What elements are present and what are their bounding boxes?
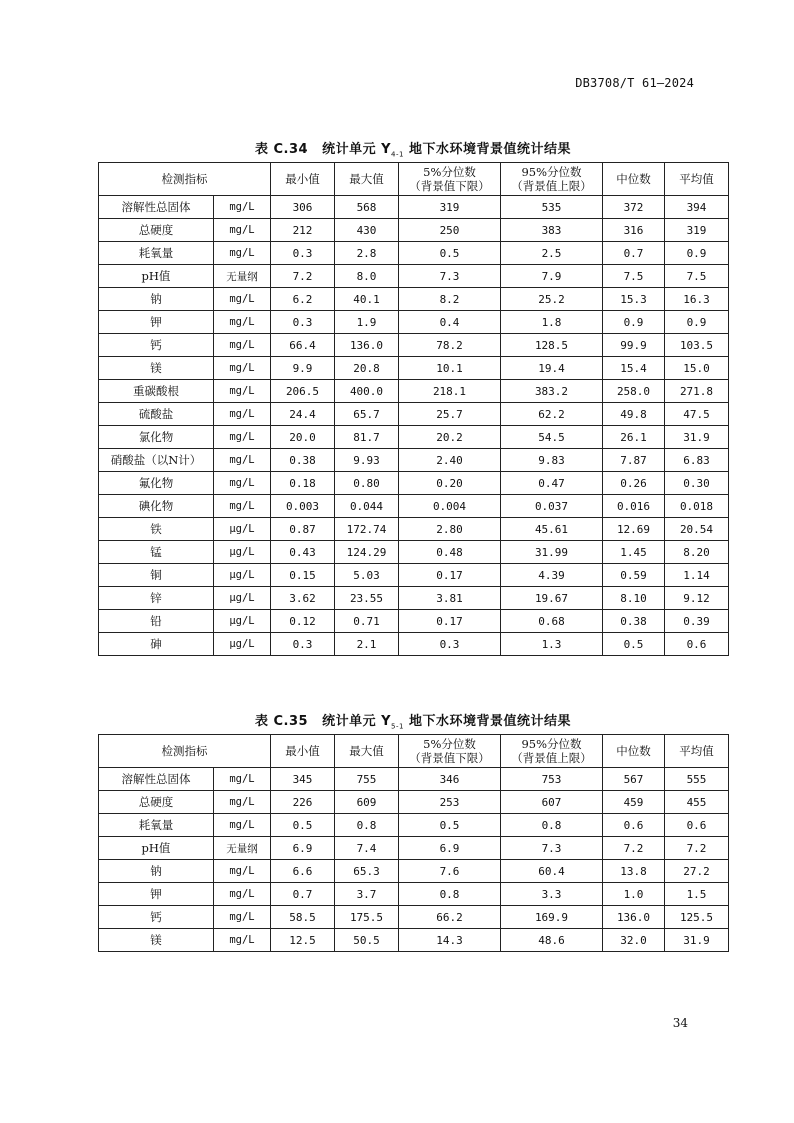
max-cell: 81.7	[335, 426, 399, 449]
table-row	[99, 633, 729, 656]
header-mean: 平均值	[665, 163, 729, 196]
mean-cell: 1.5	[665, 883, 729, 906]
unit-cell: 无量纲	[214, 265, 271, 288]
unit-cell: mg/L	[214, 768, 271, 791]
header-indicator: 检测指标	[99, 163, 271, 196]
max-cell: 400.0	[335, 380, 399, 403]
p95-cell: 0.8	[501, 814, 603, 837]
p5-cell: 78.2	[399, 334, 501, 357]
indicator-cell: 砷	[99, 633, 214, 656]
indicator-cell: 氯化物	[99, 426, 214, 449]
mean-cell: 27.2	[665, 860, 729, 883]
table-row	[99, 929, 729, 952]
min-cell: 6.9	[271, 837, 335, 860]
median-cell: 12.69	[603, 518, 665, 541]
max-cell: 124.29	[335, 541, 399, 564]
p5-cell: 2.80	[399, 518, 501, 541]
max-cell: 609	[335, 791, 399, 814]
table-row	[99, 196, 729, 219]
median-cell: 258.0	[603, 380, 665, 403]
unit-cell: mg/L	[214, 242, 271, 265]
header-p5-line1: 5%分位数	[423, 737, 476, 751]
median-cell: 0.5	[603, 633, 665, 656]
unit-cell: mg/L	[214, 449, 271, 472]
table-row	[99, 288, 729, 311]
table-row	[99, 610, 729, 633]
min-cell: 66.4	[271, 334, 335, 357]
median-cell: 0.7	[603, 242, 665, 265]
unit-cell: mg/L	[214, 472, 271, 495]
max-cell: 568	[335, 196, 399, 219]
page-number: 34	[672, 1016, 688, 1030]
unit-cell: 无量纲	[214, 837, 271, 860]
p95-cell: 2.5	[501, 242, 603, 265]
p5-cell: 218.1	[399, 380, 501, 403]
table-row	[99, 541, 729, 564]
mean-cell: 0.9	[665, 242, 729, 265]
min-cell: 306	[271, 196, 335, 219]
unit-cell: mg/L	[214, 495, 271, 518]
header-p5-line1: 5%分位数	[423, 165, 476, 179]
p95-cell: 31.99	[501, 541, 603, 564]
p95-cell: 9.83	[501, 449, 603, 472]
min-cell: 0.38	[271, 449, 335, 472]
table-row	[99, 883, 729, 906]
median-cell: 0.016	[603, 495, 665, 518]
header-p95-line1: 95%分位数	[521, 165, 582, 179]
unit-cell: μg/L	[214, 564, 271, 587]
table-row	[99, 906, 729, 929]
median-cell: 372	[603, 196, 665, 219]
p95-cell: 7.3	[501, 837, 603, 860]
table-row	[99, 403, 729, 426]
median-cell: 0.9	[603, 311, 665, 334]
header-max: 最大值	[335, 735, 399, 768]
p5-cell: 14.3	[399, 929, 501, 952]
mean-cell: 0.9	[665, 311, 729, 334]
table-caption: 地下水环境背景值统计结果	[409, 142, 572, 157]
unit-cell: μg/L	[214, 633, 271, 656]
min-cell: 6.6	[271, 860, 335, 883]
table-row	[99, 311, 729, 334]
table-row	[99, 814, 729, 837]
unit-cell: μg/L	[214, 610, 271, 633]
min-cell: 20.0	[271, 426, 335, 449]
p95-cell: 4.39	[501, 564, 603, 587]
p5-cell: 6.9	[399, 837, 501, 860]
table-title-c35	[98, 710, 728, 731]
table-row	[99, 265, 729, 288]
table-row	[99, 357, 729, 380]
indicator-cell: 钾	[99, 883, 214, 906]
median-cell: 136.0	[603, 906, 665, 929]
p5-cell: 0.3	[399, 633, 501, 656]
max-cell: 50.5	[335, 929, 399, 952]
p5-cell: 346	[399, 768, 501, 791]
mean-cell: 125.5	[665, 906, 729, 929]
median-cell: 0.38	[603, 610, 665, 633]
min-cell: 0.3	[271, 311, 335, 334]
table-number: 表 C.34	[254, 142, 309, 157]
table-row	[99, 564, 729, 587]
p5-cell: 7.6	[399, 860, 501, 883]
max-cell: 175.5	[335, 906, 399, 929]
median-cell: 0.59	[603, 564, 665, 587]
p5-cell: 0.17	[399, 610, 501, 633]
unit-cell: μg/L	[214, 541, 271, 564]
min-cell: 0.7	[271, 883, 335, 906]
mean-cell: 15.0	[665, 357, 729, 380]
p95-cell: 128.5	[501, 334, 603, 357]
max-cell: 136.0	[335, 334, 399, 357]
p95-cell: 19.4	[501, 357, 603, 380]
indicator-cell: 锌	[99, 587, 214, 610]
p5-cell: 8.2	[399, 288, 501, 311]
min-cell: 3.62	[271, 587, 335, 610]
header-p95	[501, 163, 603, 196]
unit-cell: μg/L	[214, 587, 271, 610]
unit-cell: mg/L	[214, 860, 271, 883]
header-mean: 平均值	[665, 735, 729, 768]
min-cell: 206.5	[271, 380, 335, 403]
median-cell: 15.4	[603, 357, 665, 380]
unit-cell: mg/L	[214, 219, 271, 242]
indicator-cell: 钾	[99, 311, 214, 334]
p95-cell: 535	[501, 196, 603, 219]
p5-cell: 0.5	[399, 242, 501, 265]
median-cell: 0.26	[603, 472, 665, 495]
indicator-cell: 钠	[99, 288, 214, 311]
mean-cell: 1.14	[665, 564, 729, 587]
min-cell: 0.18	[271, 472, 335, 495]
table-row	[99, 426, 729, 449]
table-row	[99, 472, 729, 495]
unit-cell: mg/L	[214, 791, 271, 814]
median-cell: 567	[603, 768, 665, 791]
unit-cell: mg/L	[214, 334, 271, 357]
mean-cell: 31.9	[665, 426, 729, 449]
p95-cell: 1.3	[501, 633, 603, 656]
p5-cell: 66.2	[399, 906, 501, 929]
max-cell: 755	[335, 768, 399, 791]
median-cell: 7.5	[603, 265, 665, 288]
p95-cell: 753	[501, 768, 603, 791]
table-row	[99, 380, 729, 403]
header-median: 中位数	[603, 163, 665, 196]
table-row	[99, 791, 729, 814]
p95-cell: 169.9	[501, 906, 603, 929]
min-cell: 0.12	[271, 610, 335, 633]
min-cell: 0.5	[271, 814, 335, 837]
median-cell: 32.0	[603, 929, 665, 952]
mean-cell: 0.30	[665, 472, 729, 495]
header-p95	[501, 735, 603, 768]
min-cell: 6.2	[271, 288, 335, 311]
p5-cell: 20.2	[399, 426, 501, 449]
min-cell: 0.43	[271, 541, 335, 564]
p5-cell: 0.8	[399, 883, 501, 906]
min-cell: 0.15	[271, 564, 335, 587]
header-p5	[399, 163, 501, 196]
max-cell: 20.8	[335, 357, 399, 380]
min-cell: 9.9	[271, 357, 335, 380]
p95-cell: 25.2	[501, 288, 603, 311]
p95-cell: 0.68	[501, 610, 603, 633]
max-cell: 65.7	[335, 403, 399, 426]
header-min: 最小值	[271, 163, 335, 196]
indicator-cell: 耗氧量	[99, 242, 214, 265]
table-unit-subscript: 4-1	[391, 150, 404, 159]
p5-cell: 3.81	[399, 587, 501, 610]
mean-cell: 9.12	[665, 587, 729, 610]
max-cell: 23.55	[335, 587, 399, 610]
max-cell: 0.8	[335, 814, 399, 837]
header-p5-line2: （背景值下限）	[409, 751, 490, 765]
median-cell: 7.87	[603, 449, 665, 472]
max-cell: 2.1	[335, 633, 399, 656]
min-cell: 58.5	[271, 906, 335, 929]
max-cell: 7.4	[335, 837, 399, 860]
max-cell: 0.71	[335, 610, 399, 633]
mean-cell: 7.5	[665, 265, 729, 288]
p95-cell: 48.6	[501, 929, 603, 952]
max-cell: 3.7	[335, 883, 399, 906]
table-unit-label: 统计单元 Y	[322, 714, 392, 729]
table-row	[99, 768, 729, 791]
p5-cell: 0.17	[399, 564, 501, 587]
indicator-cell: 硫酸盐	[99, 403, 214, 426]
indicator-cell: 总硬度	[99, 219, 214, 242]
median-cell: 1.0	[603, 883, 665, 906]
unit-cell: mg/L	[214, 196, 271, 219]
header-p5	[399, 735, 501, 768]
p5-cell: 319	[399, 196, 501, 219]
p95-cell: 54.5	[501, 426, 603, 449]
header-p95-line2: （背景值上限）	[511, 179, 592, 193]
mean-cell: 0.39	[665, 610, 729, 633]
mean-cell: 8.20	[665, 541, 729, 564]
min-cell: 226	[271, 791, 335, 814]
table-row	[99, 860, 729, 883]
stats-table-c35	[98, 734, 729, 952]
indicator-cell: 溶解性总固体	[99, 196, 214, 219]
stats-table-c34	[98, 162, 729, 656]
p95-cell: 45.61	[501, 518, 603, 541]
unit-cell: mg/L	[214, 380, 271, 403]
indicator-cell: 镁	[99, 929, 214, 952]
indicator-cell: 总硬度	[99, 791, 214, 814]
min-cell: 345	[271, 768, 335, 791]
unit-cell: μg/L	[214, 518, 271, 541]
table-row	[99, 518, 729, 541]
p5-cell: 0.004	[399, 495, 501, 518]
header-min: 最小值	[271, 735, 335, 768]
p95-cell: 62.2	[501, 403, 603, 426]
table-row	[99, 449, 729, 472]
indicator-cell: 碘化物	[99, 495, 214, 518]
indicator-cell: 钙	[99, 334, 214, 357]
mean-cell: 394	[665, 196, 729, 219]
table-row	[99, 587, 729, 610]
median-cell: 7.2	[603, 837, 665, 860]
header-p5-line2: （背景值下限）	[409, 179, 490, 193]
unit-cell: mg/L	[214, 426, 271, 449]
min-cell: 0.3	[271, 242, 335, 265]
unit-cell: mg/L	[214, 357, 271, 380]
table-title-c34	[98, 138, 728, 159]
table-row	[99, 495, 729, 518]
mean-cell: 31.9	[665, 929, 729, 952]
min-cell: 0.3	[271, 633, 335, 656]
header-median: 中位数	[603, 735, 665, 768]
indicator-cell: 硝酸盐（以N计）	[99, 449, 214, 472]
p5-cell: 10.1	[399, 357, 501, 380]
indicator-cell: 氟化物	[99, 472, 214, 495]
p5-cell: 0.4	[399, 311, 501, 334]
p5-cell: 253	[399, 791, 501, 814]
header-max: 最大值	[335, 163, 399, 196]
mean-cell: 0.6	[665, 814, 729, 837]
max-cell: 1.9	[335, 311, 399, 334]
min-cell: 0.003	[271, 495, 335, 518]
mean-cell: 271.8	[665, 380, 729, 403]
p5-cell: 0.20	[399, 472, 501, 495]
header-p95-line2: （背景值上限）	[511, 751, 592, 765]
p95-cell: 383	[501, 219, 603, 242]
max-cell: 65.3	[335, 860, 399, 883]
mean-cell: 16.3	[665, 288, 729, 311]
mean-cell: 455	[665, 791, 729, 814]
unit-cell: mg/L	[214, 906, 271, 929]
table-row	[99, 242, 729, 265]
p5-cell: 7.3	[399, 265, 501, 288]
median-cell: 15.3	[603, 288, 665, 311]
table-caption: 地下水环境背景值统计结果	[409, 714, 572, 729]
indicator-cell: 铜	[99, 564, 214, 587]
median-cell: 316	[603, 219, 665, 242]
max-cell: 8.0	[335, 265, 399, 288]
mean-cell: 103.5	[665, 334, 729, 357]
median-cell: 13.8	[603, 860, 665, 883]
p95-cell: 7.9	[501, 265, 603, 288]
indicator-cell: 锰	[99, 541, 214, 564]
median-cell: 99.9	[603, 334, 665, 357]
mean-cell: 20.54	[665, 518, 729, 541]
indicator-cell: 钠	[99, 860, 214, 883]
indicator-cell: 镁	[99, 357, 214, 380]
max-cell: 2.8	[335, 242, 399, 265]
min-cell: 24.4	[271, 403, 335, 426]
max-cell: 430	[335, 219, 399, 242]
p95-cell: 607	[501, 791, 603, 814]
table-unit-label: 统计单元 Y	[322, 142, 392, 157]
indicator-cell: 铁	[99, 518, 214, 541]
median-cell: 1.45	[603, 541, 665, 564]
median-cell: 8.10	[603, 587, 665, 610]
indicator-cell: pH值	[99, 265, 214, 288]
unit-cell: mg/L	[214, 814, 271, 837]
table-row	[99, 334, 729, 357]
unit-cell: mg/L	[214, 883, 271, 906]
table-header-row	[99, 735, 729, 768]
p95-cell: 60.4	[501, 860, 603, 883]
p95-cell: 1.8	[501, 311, 603, 334]
p95-cell: 0.037	[501, 495, 603, 518]
table-row	[99, 219, 729, 242]
indicator-cell: pH值	[99, 837, 214, 860]
p5-cell: 250	[399, 219, 501, 242]
indicator-cell: 耗氧量	[99, 814, 214, 837]
mean-cell: 0.6	[665, 633, 729, 656]
p95-cell: 383.2	[501, 380, 603, 403]
indicator-cell: 重碳酸根	[99, 380, 214, 403]
p95-cell: 3.3	[501, 883, 603, 906]
p5-cell: 0.5	[399, 814, 501, 837]
min-cell: 12.5	[271, 929, 335, 952]
p5-cell: 0.48	[399, 541, 501, 564]
indicator-cell: 铅	[99, 610, 214, 633]
header-p95-line1: 95%分位数	[521, 737, 582, 751]
header-indicator: 检测指标	[99, 735, 271, 768]
max-cell: 5.03	[335, 564, 399, 587]
document-code: DB3708/T 61—2024	[575, 76, 694, 90]
min-cell: 212	[271, 219, 335, 242]
table-number: 表 C.35	[254, 714, 309, 729]
median-cell: 49.8	[603, 403, 665, 426]
p95-cell: 19.67	[501, 587, 603, 610]
unit-cell: mg/L	[214, 929, 271, 952]
table-unit-subscript: 5-1	[391, 722, 404, 731]
max-cell: 0.044	[335, 495, 399, 518]
max-cell: 0.80	[335, 472, 399, 495]
max-cell: 9.93	[335, 449, 399, 472]
table-row	[99, 837, 729, 860]
unit-cell: mg/L	[214, 288, 271, 311]
indicator-cell: 钙	[99, 906, 214, 929]
min-cell: 0.87	[271, 518, 335, 541]
p95-cell: 0.47	[501, 472, 603, 495]
mean-cell: 555	[665, 768, 729, 791]
unit-cell: mg/L	[214, 403, 271, 426]
unit-cell: mg/L	[214, 311, 271, 334]
table-header-row	[99, 163, 729, 196]
mean-cell: 0.018	[665, 495, 729, 518]
min-cell: 7.2	[271, 265, 335, 288]
indicator-cell: 溶解性总固体	[99, 768, 214, 791]
median-cell: 0.6	[603, 814, 665, 837]
max-cell: 40.1	[335, 288, 399, 311]
mean-cell: 319	[665, 219, 729, 242]
median-cell: 26.1	[603, 426, 665, 449]
p5-cell: 2.40	[399, 449, 501, 472]
mean-cell: 7.2	[665, 837, 729, 860]
mean-cell: 47.5	[665, 403, 729, 426]
p5-cell: 25.7	[399, 403, 501, 426]
max-cell: 172.74	[335, 518, 399, 541]
mean-cell: 6.83	[665, 449, 729, 472]
median-cell: 459	[603, 791, 665, 814]
